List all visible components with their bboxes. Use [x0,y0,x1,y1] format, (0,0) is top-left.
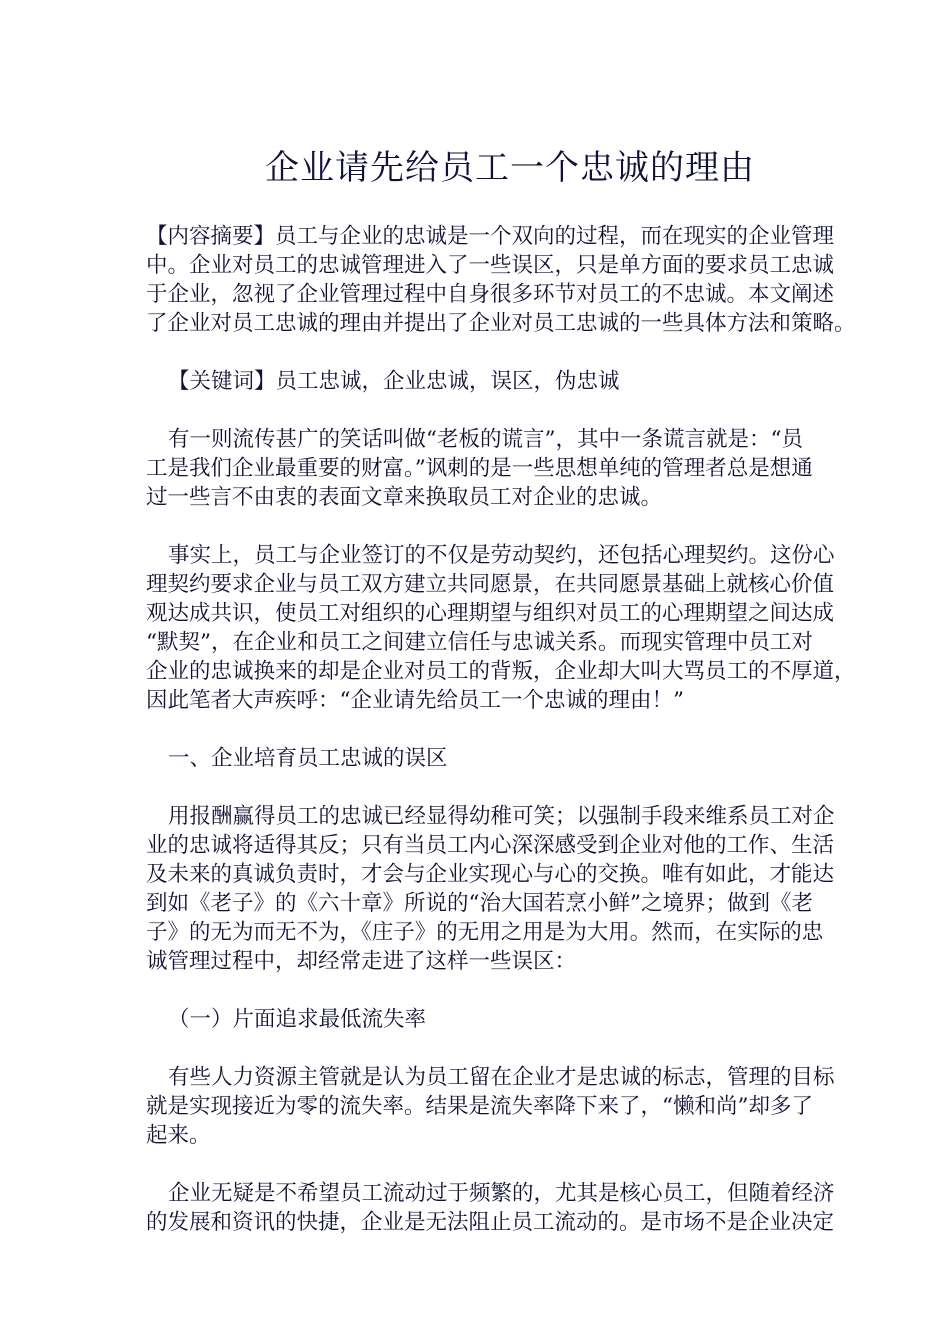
text-line: 诚管理过程中，却经常走进了这样一些误区： [146,949,577,974]
text-line: 企业无疑是不希望员工流动过于频繁的，尤其是核心员工，但随着经济 [168,1181,835,1206]
text-line: 有一则流传甚广的笑话叫做“老板的谎言”，其中一条谎言就是：“员 [168,427,803,452]
subsection-heading [146,1005,876,1034]
keywords-paragraph [146,367,876,396]
body-paragraph [146,425,876,512]
text-line: 起来。 [146,1123,211,1148]
abstract-paragraph [146,222,876,338]
text-line: 因此笔者大声疾呼：“企业请先给员工一个忠诚的理由！” [146,688,684,713]
text-line: 企业的忠诚换来的却是企业对员工的背叛，企业却大叫大骂员工的不厚道， [146,659,856,684]
section-heading [146,744,876,773]
text-line: “默契”，在企业和员工之间建立信任与忠诚关系。而现实管理中员工对 [146,630,813,655]
text-line: 事实上，员工与企业签订的不仅是劳动契约，还包括心理契约。这份心 [168,543,835,568]
page-title: 企业请先给员工一个忠诚的理由 [265,148,755,188]
text-line: 过一些言不由衷的表面文章来换取员工对企业的忠诚。 [146,485,663,510]
text-line: 【关键词】员工忠诚，企业忠诚，误区，伪忠诚 [168,369,620,394]
text-line: 及未来的真诚负责时，才会与企业实现心与心的交换。唯有如此，才能达 [146,862,835,887]
text-line: （一）片面追求最低流失率 [168,1007,427,1032]
text-line: 【内容摘要】员工与企业的忠诚是一个双向的过程，而在现实的企业管理 [146,224,835,249]
text-line: 业的忠诚将适得其反；只有当员工内心深深感受到企业对他的工作、生活 [146,833,835,858]
text-line: 子》的无为而无不为，《庄子》的无用之用是为大用。然而，在实际的忠 [146,920,824,945]
text-line: 一、企业培育员工忠诚的误区 [168,746,448,771]
body-paragraph [146,1063,876,1150]
text-line: 就是实现接近为零的流失率。结果是流失率降下来了，“懒和尚”却多了 [146,1094,813,1119]
text-line: 理契约要求企业与员工双方建立共同愿景，在共同愿景基础上就核心价值 [146,572,835,597]
text-line: 到如《老子》的《六十章》所说的“治大国若烹小鲜”之境界；做到《老 [146,891,813,916]
body-paragraph [146,1179,876,1237]
body-paragraph [146,541,876,715]
body-paragraph [146,802,876,976]
text-line: 用报酬赢得员工的忠诚已经显得幼稚可笑；以强制手段来维系员工对企 [168,804,835,829]
text-line: 的发展和资讯的快捷，企业是无法阻止员工流动的。是市场不是企业决定 [146,1210,835,1235]
text-line: 了企业对员工忠诚的理由并提出了企业对员工忠诚的一些具体方法和策略。 [146,311,856,336]
document-body [146,222,876,1266]
text-line: 有些人力资源主管就是认为员工留在企业才是忠诚的标志，管理的目标 [168,1065,835,1090]
text-line: 观达成共识，使员工对组织的心理期望与组织对员工的心理期望之间达成 [146,601,835,626]
text-line: 中。企业对员工的忠诚管理进入了一些误区，只是单方面的要求员工忠诚 [146,253,835,278]
text-line: 于企业，忽视了企业管理过程中自身很多环节对员工的不忠诚。本文阐述 [146,282,835,307]
text-line: 工是我们企业最重要的财富。”讽刺的是一些思想单纯的管理者总是想通 [146,456,813,481]
